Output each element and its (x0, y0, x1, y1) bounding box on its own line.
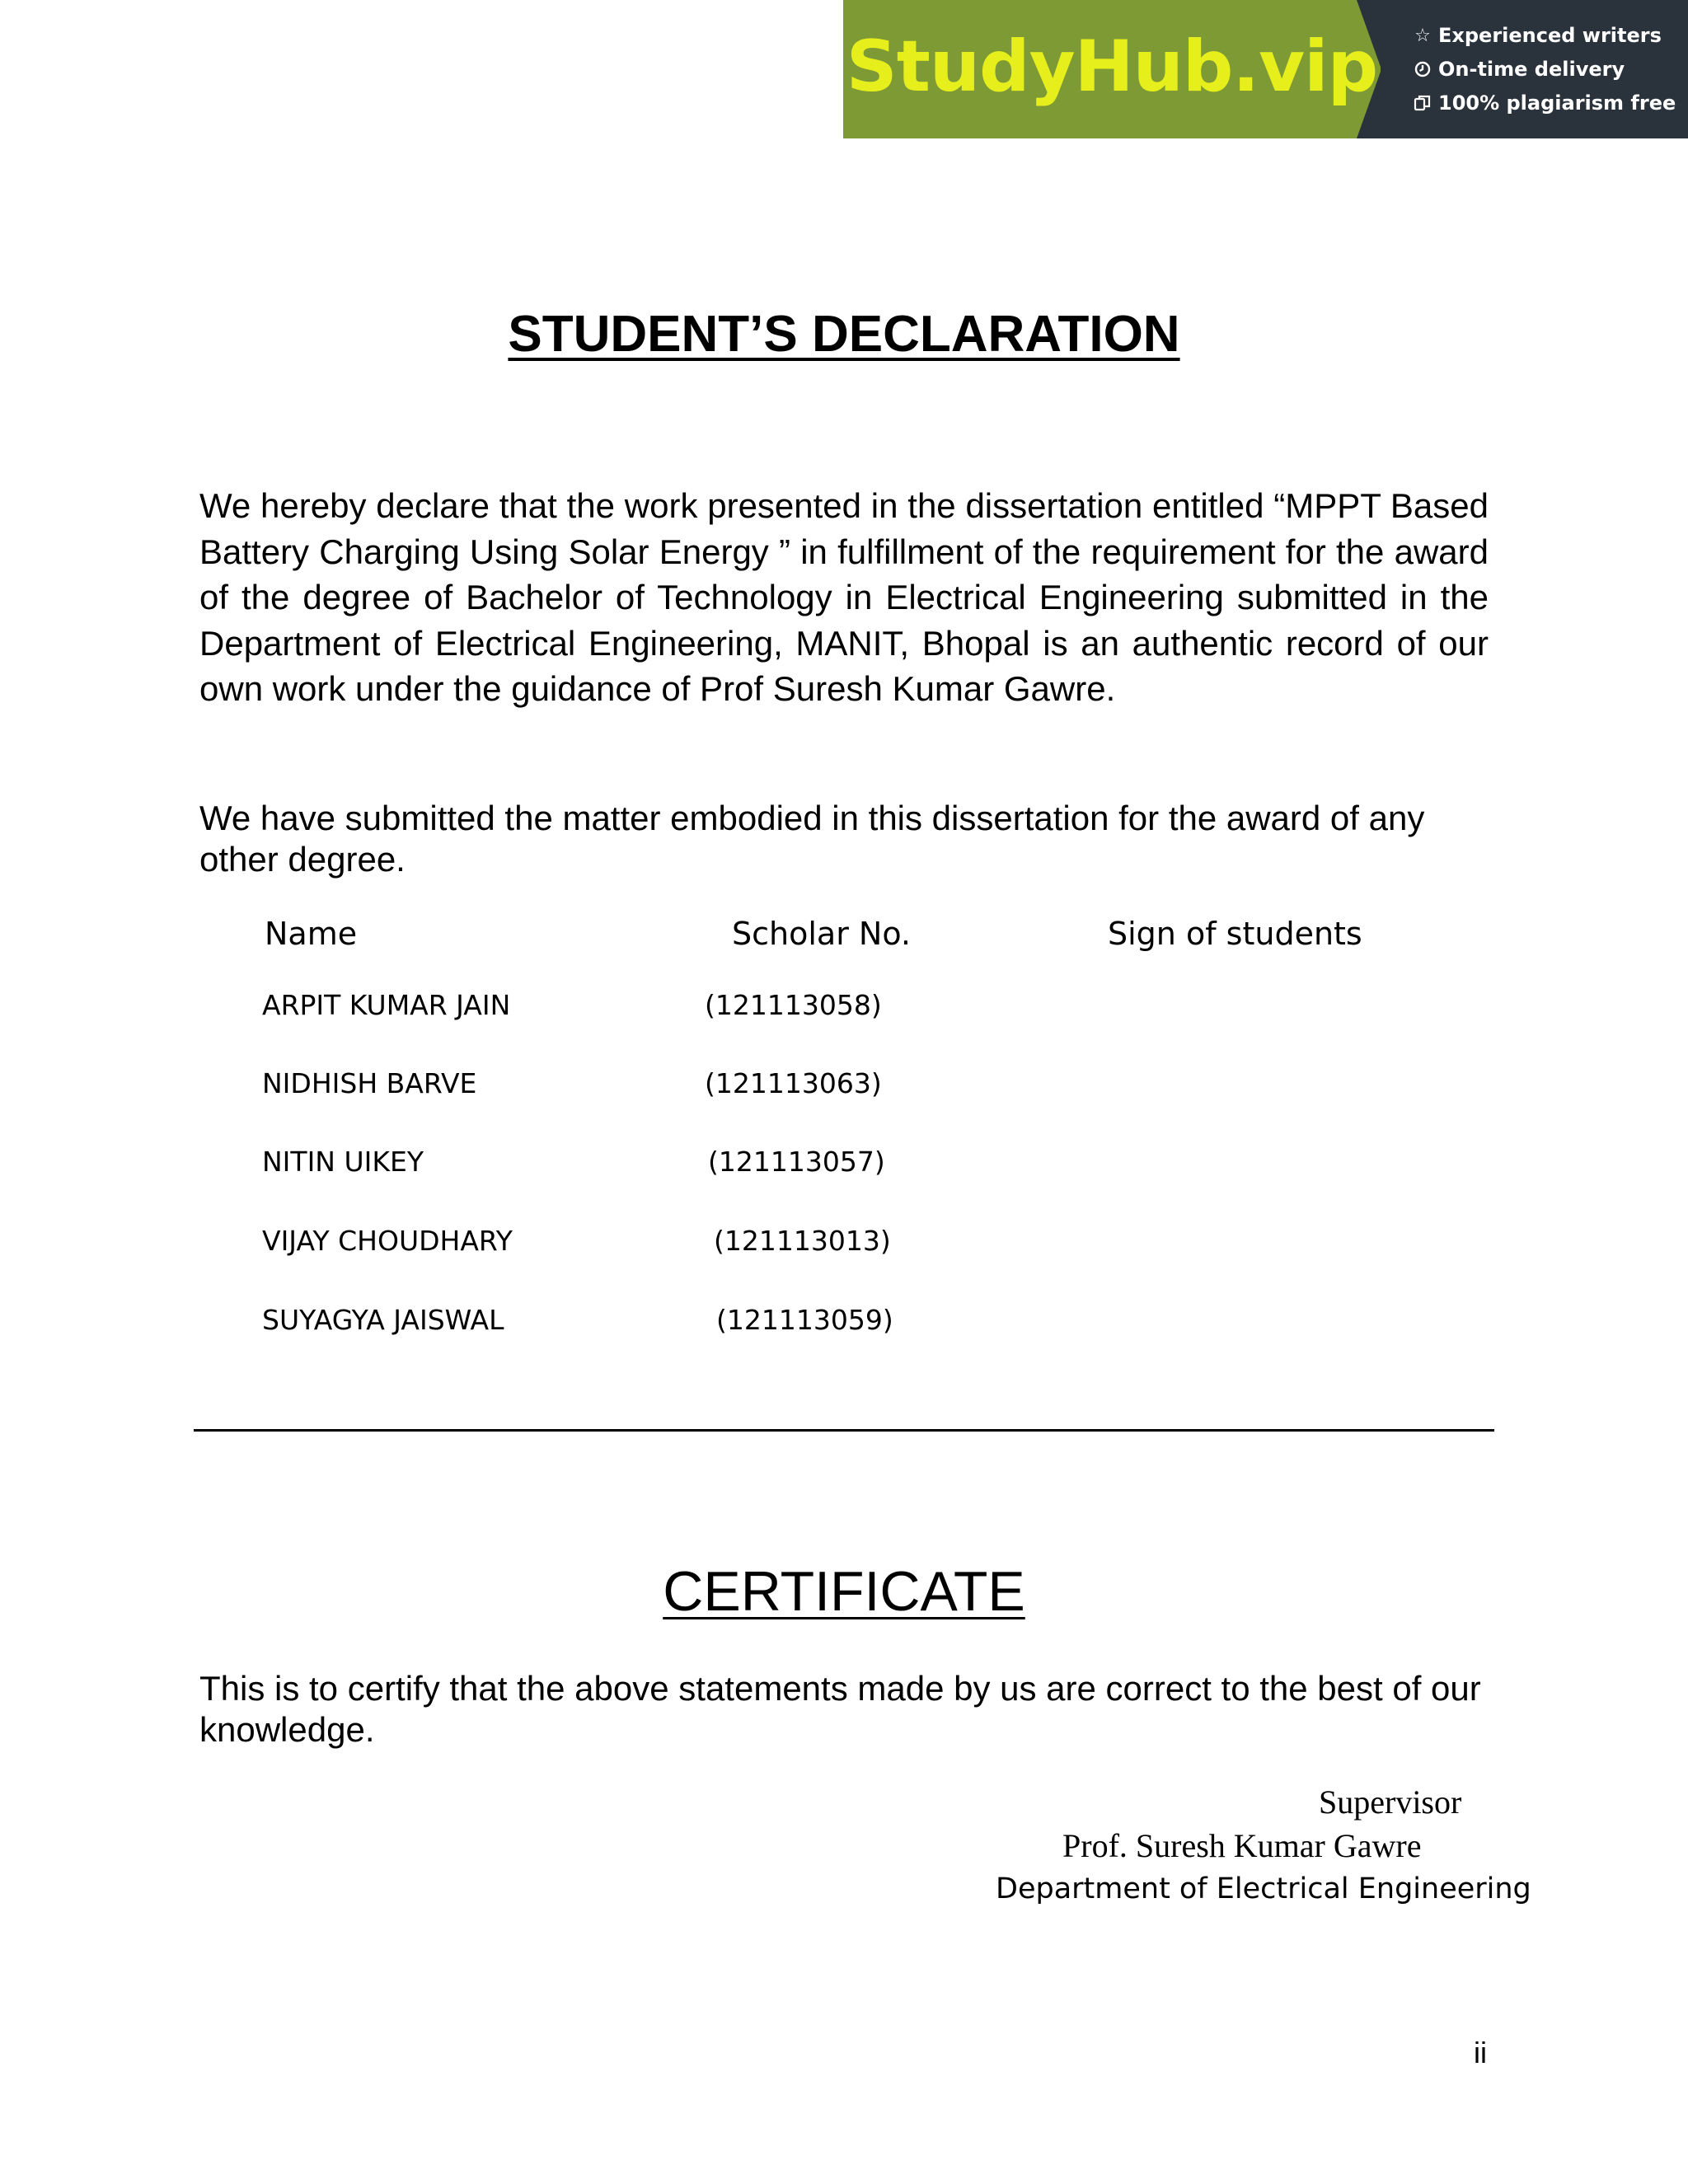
student-name: ARPIT KUMAR JAIN (262, 989, 511, 1021)
column-header-name: Name (265, 916, 358, 952)
student-scholar-no: (121113059) (716, 1304, 893, 1336)
column-header-scholar-no: Scholar No. (732, 916, 911, 952)
certificate-paragraph: This is to certify that the above statements made by us are correct to the best of our knowledge. (199, 1669, 1481, 1749)
logo-text: StudyHub.vip (846, 26, 1378, 108)
section-divider (194, 1429, 1494, 1432)
student-scholar-no: (121113063) (705, 1067, 882, 1099)
student-name: NIDHISH BARVE (262, 1067, 477, 1099)
declaration-paragraph-2: We have submitted the matter embodied in this dissertation for the award of any other degree. (199, 799, 1425, 879)
copy-icon (1412, 94, 1433, 112)
star-outline-icon: ☆ (1414, 25, 1431, 46)
supervisor-role: Supervisor (1319, 1783, 1462, 1821)
student-name: VIJAY CHOUDHARY (262, 1225, 513, 1257)
supervisor-name: Prof. Suresh Kumar Gawre (1062, 1827, 1422, 1864)
feature-label: On-time delivery (1438, 58, 1625, 81)
student-name: NITIN UIKEY (262, 1146, 424, 1178)
column-header-sign: Sign of students (1108, 916, 1362, 952)
declaration-paragraph-1: We hereby declare that the work presented in the dissertation entitled “MPPT Based Battery Charging Using Solar Energy ” in fulfillment of the requirement for the award of the degree of Bachelor of Technology in Electrical Engineering submitted in the Department of Electrical Engineering, MANIT, Bhopal is an authentic record of our own work under the guidance of Prof Suresh Kumar Gawre. (199, 486, 1489, 708)
certificate-title: CERTIFICATE (663, 1560, 1025, 1623)
student-scholar-no: (121113057) (708, 1146, 885, 1178)
clock-icon (1412, 61, 1433, 77)
feature-on-time-delivery (1412, 56, 1688, 83)
declaration-title: STUDENT’S DECLARATION (508, 306, 1180, 363)
student-scholar-no: (121113013) (714, 1225, 891, 1257)
feature-label: 100% plagiarism free (1438, 91, 1676, 115)
banner-chevron (1356, 0, 1381, 138)
studyhub-logo[interactable] (843, 0, 1381, 138)
student-scholar-no: (121113058) (705, 989, 882, 1021)
feature-plagiarism-free (1412, 90, 1688, 117)
page-number: ii (1474, 2036, 1487, 2069)
student-name: SUYAGYA JAISWAL (262, 1304, 504, 1336)
studyhub-banner[interactable] (843, 0, 1688, 138)
banner-features (1381, 0, 1688, 138)
supervisor-department: Department of Electrical Engineering (996, 1872, 1531, 1905)
feature-experienced-writers (1412, 22, 1688, 49)
feature-label: Experienced writers (1438, 24, 1662, 47)
